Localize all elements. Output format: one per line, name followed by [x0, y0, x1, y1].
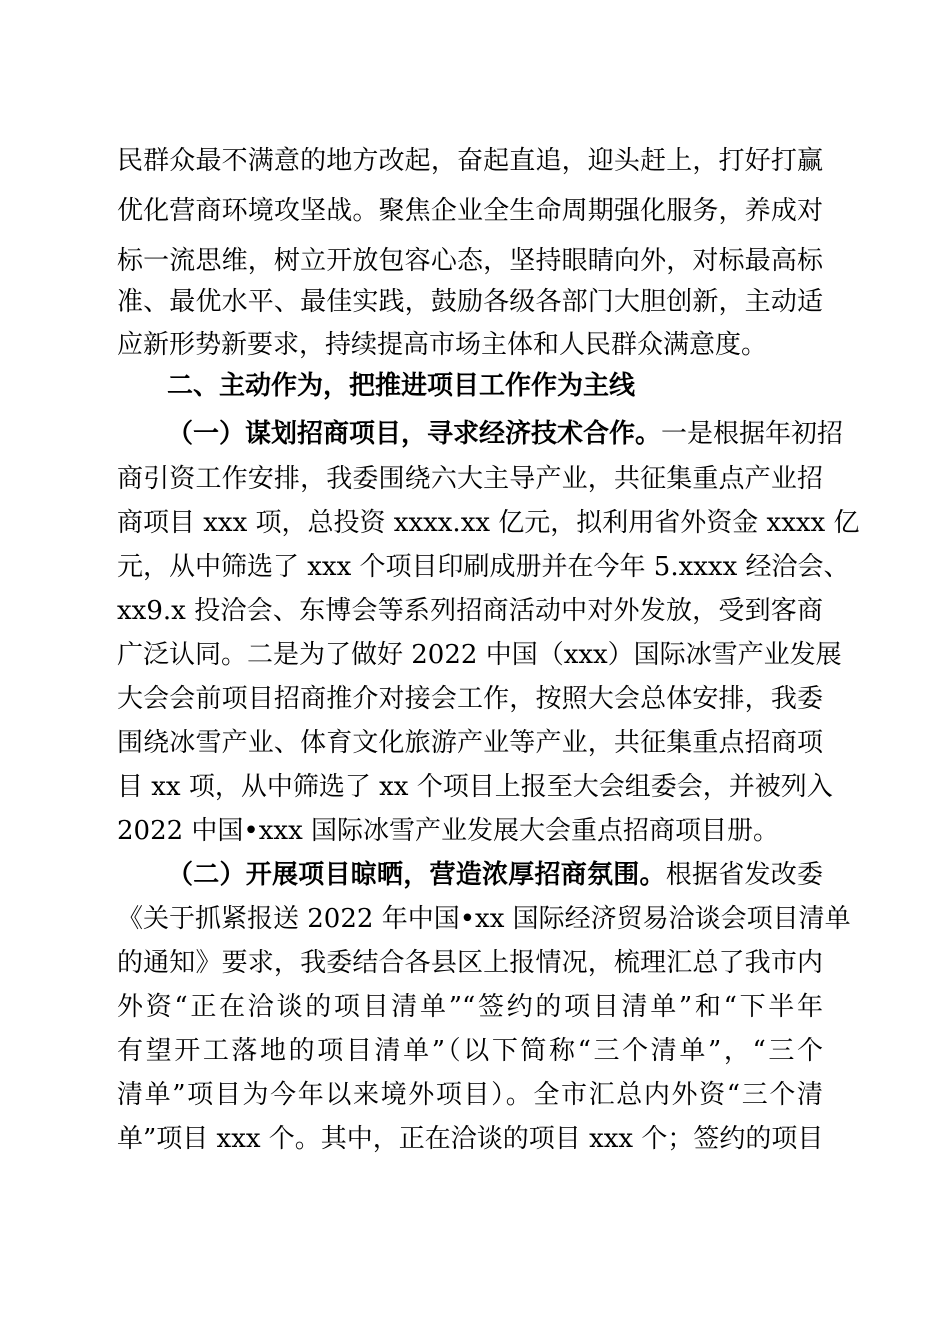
paragraph-line: 2022 中国•xxx 国际冰雪产业发展大会重点招商项目册。	[117, 816, 780, 846]
paragraph-line: 商引资工作安排，我委围绕六大主导产业，共征集重点产业招	[117, 464, 823, 494]
subsection-title: （二）开展项目晾晒，营造浓厚招商氛围。	[167, 860, 666, 890]
paragraph-line: 应新形势新要求，持续提高市场主体和人民群众满意度。	[117, 330, 768, 360]
subsection-first-line	[167, 416, 844, 452]
paragraph-line: 外资“正在洽谈的项目清单”“签约的项目清单”和“下半年	[117, 992, 823, 1022]
subsection-first-line	[167, 857, 823, 893]
paragraph-line: 单”项目 xxx 个。其中，正在洽谈的项目 xxx 个；签约的项目	[117, 1124, 824, 1154]
subsection-text: 根据省发改委	[665, 860, 823, 890]
paragraph-line: 商项目 xxx 项，总投资 xxxx.xx 亿元，拟利用省外资金 xxxx 亿	[117, 508, 860, 538]
paragraph-line: 大会会前项目招商推介对接会工作，按照大会总体安排，我委	[117, 684, 823, 714]
paragraph-line: 广泛认同。二是为了做好 2022 中国（xxx）国际冰雪产业发展	[117, 640, 842, 670]
paragraph-line: 清单”项目为今年以来境外项目）。全市汇总内外资“三个清	[117, 1080, 823, 1110]
paragraph-line: xx9.x 投洽会、东博会等系列招商活动中对外发放，受到客商	[117, 596, 823, 626]
paragraph-line: 《关于抓紧报送 2022 年中国•xx 国际经济贸易洽谈会项目清单	[117, 904, 851, 934]
section-heading: 二、主动作为，把推进项目工作作为主线	[167, 371, 636, 401]
paragraph-line: 元，从中筛选了 xxx 个项目印刷成册并在今年 5.xxxx 经洽会、	[117, 552, 850, 582]
subsection-title: （一）谋划招商项目，寻求经济技术合作。	[167, 419, 662, 449]
paragraph-line: 有望开工落地的项目清单”（以下简称“三个清单”，“三个	[117, 1036, 823, 1066]
paragraph-line: 优化营商环境攻坚战。聚焦企业全生命周期强化服务，养成对	[117, 196, 823, 226]
paragraph-line: 准、最优水平、最佳实践，鼓励各级各部门大胆创新，主动适	[117, 287, 823, 317]
paragraph-line: 标一流思维，树立开放包容心态，坚持眼睛向外，对标最高标	[117, 246, 823, 276]
paragraph-line: 民群众最不满意的地方改起，奋起直追，迎头赶上，打好打赢	[117, 146, 823, 176]
paragraph-line: 目 xx 项，从中筛选了 xx 个项目上报至大会组委会，并被列入	[117, 772, 833, 802]
paragraph-line: 的通知》要求，我委结合各县区上报情况，梳理汇总了我市内	[117, 948, 823, 978]
subsection-text: 一是根据年初招	[661, 419, 844, 449]
paragraph-line: 围绕冰雪产业、体育文化旅游产业等产业，共征集重点招商项	[117, 728, 823, 758]
